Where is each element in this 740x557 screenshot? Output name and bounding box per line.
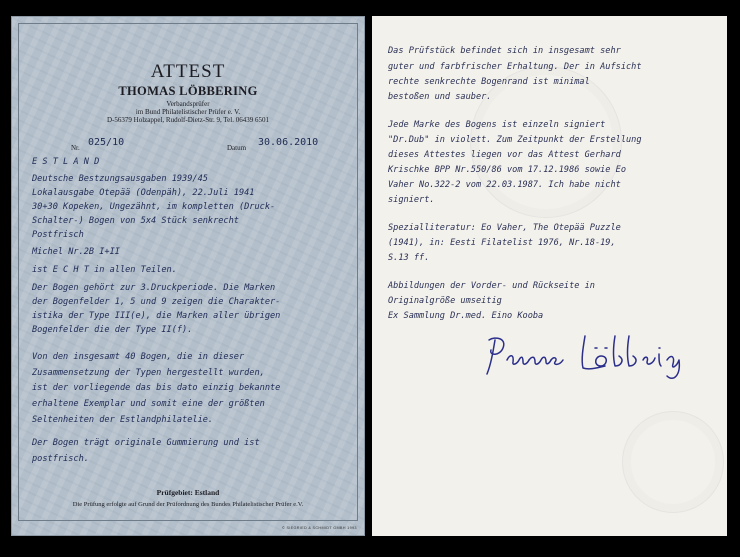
- text-line: Abbildungen der Vorder- und Rückseite in: [388, 281, 595, 291]
- text-line: Vaher No.322-2 vom 22.03.1987. Ich habe nicht: [388, 180, 621, 190]
- text-line: Seltenheiten der Estlandphilatelie.: [32, 415, 214, 425]
- text-line: 30+30 Kopeken, Ungezähnt, im kompletten (Druck-: [32, 202, 276, 212]
- text-line: "Dr.Dub" in violett. Zum Zeitpunkt der Erstellung: [388, 135, 642, 145]
- text-line: istika der Type III(e), die Marken aller übrigen: [32, 311, 281, 321]
- text-line: Michel Nr.2B I+II: [32, 247, 120, 257]
- text-line: rechte senkrechte Bogenrand ist minimal: [388, 77, 590, 87]
- text-line: Jede Marke des Bogens ist einzeln signiert: [388, 120, 606, 130]
- text-line: ist E C H T in allen Teilen.: [32, 265, 177, 275]
- examiner-address: D-56379 Holzappel, Rudolf-Dietz-Str. 9, Tel. 06439 6501: [107, 116, 269, 124]
- text-line: S.13 ff.: [388, 253, 430, 263]
- text-line: Das Prüfstück befindet sich in insgesamt sehr: [388, 46, 621, 56]
- text-line: der Bogenfelder 1, 5 und 9 zeigen die Charakter-: [32, 297, 281, 307]
- examiner-name: THOMAS LÖBBERING: [118, 84, 258, 98]
- text-line: Schalter-) Bogen von 5x4 Stück senkrecht: [32, 216, 239, 226]
- text-line: Originalgröße umseitig: [388, 296, 502, 306]
- text-line: Der Bogen gehört zur 3.Druckperiode. Die Marken: [32, 283, 276, 293]
- text-line: ist der vorliegende das bis dato einzig bekannte: [32, 383, 281, 393]
- text-line: Deutsche Bestzungsausgaben 1939/45: [32, 174, 208, 184]
- text-line: Ex Sammlung Dr.med. Eino Kooba: [388, 311, 544, 321]
- certificate-back: [372, 16, 727, 536]
- examiner-role: Verbandsprüfer: [166, 100, 210, 108]
- examiner-organization: im Bund Philatelistischer Prüfer e. V.: [135, 108, 241, 116]
- examination-area: Prüfgebiet: Estland: [156, 488, 220, 497]
- certificate-title: ATTEST: [150, 61, 226, 82]
- certificate-date: 30.06.2010: [258, 137, 319, 148]
- certificate-number: 025/10: [88, 137, 125, 148]
- certificate-front: [11, 16, 365, 536]
- text-line: bestoßen und sauber.: [388, 92, 492, 102]
- certificate-number-label: Nr.: [71, 144, 80, 152]
- printer-imprint: © SIEGRIED & SCHMIDT GMBH 1993: [282, 526, 357, 530]
- examination-note: Die Prüfung erfolgte auf Grund der Prüfordnung des Bundes Philatelistischer Prüfer e.V.: [72, 501, 304, 508]
- handwritten-signature: [477, 326, 687, 386]
- text-line: Postfrisch: [32, 230, 84, 240]
- text-line: (1941), in: Eesti Filatelist 1976, Nr.18-19,: [388, 238, 616, 248]
- text-line: Zusammensetzung der Typen hergestellt wurden,: [32, 368, 265, 378]
- text-line: Lokalausgabe Otepää (Odenpäh), 22.Juli 1941: [32, 188, 255, 198]
- text-line: Krischke BPP Nr.550/86 vom 17.12.1986 sowie Eo: [388, 165, 626, 175]
- text-line: postfrisch.: [32, 454, 89, 464]
- embossed-seal: [622, 411, 724, 513]
- text-line: Von den insgesamt 40 Bogen, die in dieser: [32, 352, 245, 362]
- text-line: Spezialliteratur: Eo Vaher, The Otepää Puzzle: [388, 223, 621, 233]
- text-line: Bogenfelder die der Type II(f).: [32, 325, 193, 335]
- text-line: Der Bogen trägt originale Gummierung und ist: [32, 438, 260, 448]
- text-line: signiert.: [388, 195, 435, 205]
- text-line: erhaltene Exemplar und somit eine der größten: [32, 399, 265, 409]
- text-line: dieses Attestes liegen vor das Attest Gerhard: [388, 150, 621, 160]
- text-line: E S T L A N D: [32, 157, 100, 167]
- text-line: guter und farbfrischer Erhaltung. Der in Aufsicht: [388, 62, 642, 72]
- certificate-date-label: Datum: [227, 144, 247, 152]
